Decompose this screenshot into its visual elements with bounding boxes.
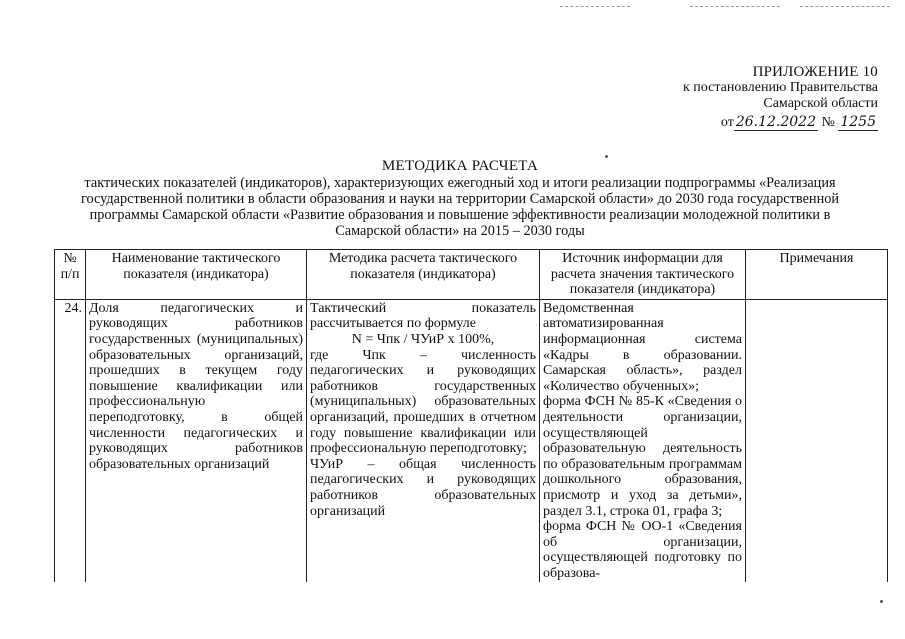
number-label: № <box>821 115 835 130</box>
table-row <box>55 299 888 582</box>
notes-cell <box>746 299 888 582</box>
from-label: от <box>720 115 734 130</box>
indicator-table <box>54 249 888 582</box>
scan-artifact <box>690 6 780 7</box>
scan-artifact <box>560 6 630 7</box>
scan-speck <box>880 600 883 603</box>
scan-speck <box>605 155 608 158</box>
decree-date: 26.12.2022 <box>735 114 816 130</box>
appendix-title: ПРИЛОЖЕНИЕ 10 <box>752 64 878 80</box>
appendix-line-1: к постановлению Правительства <box>682 80 878 95</box>
method-total: ЧУиР – общая численность педагогических и руководящих работников образовательных организаций <box>310 456 536 519</box>
heading-subtitle: тактических показателей (индикаторов), характеризующих ежегодный ход и итоги реализации подпрограммы «Реализация государственной политики в области образования и науки на территории Самарской области» до 2030 года государственной программы Самарской области «Развитие образования и повышение эффективности реализации молодежной политики в Самарской области» на 2015 – 2030 годы <box>80 175 840 239</box>
source-paragraph-2: форма ФСН № 85-К «Сведения о деятельности организации, осуществляющей образовательную деятельность по образовательным программам дошкольного образования, присмотр и уход за детьми», раздел 3.1, строка 01, графа 3; <box>543 394 742 519</box>
source-paragraph-1: Ведомственная автоматизированная информационная система «Кадры в образовании. Самарская область», раздел «Количество обученных»; <box>543 300 742 394</box>
information-source <box>540 299 746 582</box>
appendix-block <box>638 64 878 131</box>
scan-artifact <box>800 6 890 7</box>
decree-number: 1255 <box>840 114 876 130</box>
heading-title: МЕТОДИКА РАСЧЕТА <box>381 158 539 174</box>
method-formula: N = Чпк / ЧУиР х 100%, <box>351 331 495 347</box>
row-number: 24. <box>55 299 86 582</box>
table-header-row <box>55 250 888 300</box>
decree-reference <box>638 114 878 131</box>
document-heading <box>70 158 850 239</box>
header-name: Наименование тактического показателя (индикатора) <box>86 250 307 300</box>
source-paragraph-3: форма ФСН № ОО-1 «Сведения об организации, осуществляющей подготовку по образова- <box>543 519 742 581</box>
header-num: № п/п <box>55 250 86 300</box>
header-source: Источник информации для расчета значения тактического показателя (индикатора) <box>540 250 746 300</box>
indicator-name: Доля педагогических и руководящих работников государственных (муниципальных) образовательных организаций, прошедших в текущем году повышение квалификации или профессиональную переподготовку, в общей численности педагогических и руководящих работников образовательных организаций <box>86 299 307 582</box>
appendix-line-2: Самарской области <box>763 96 878 111</box>
header-notes: Примечания <box>746 250 888 300</box>
method-where: где Чпк – численность педагогических и руководящих работников государственных (муниципальных) образовательных организаций, прошедших в отчетном году повышение квалификации или профессиональную переподготовку; <box>310 347 536 457</box>
header-method: Методика расчета тактического показателя (индикатора) <box>307 250 540 300</box>
method-intro: Тактический показатель рассчитывается по формуле <box>310 300 536 332</box>
calculation-method <box>307 299 540 582</box>
